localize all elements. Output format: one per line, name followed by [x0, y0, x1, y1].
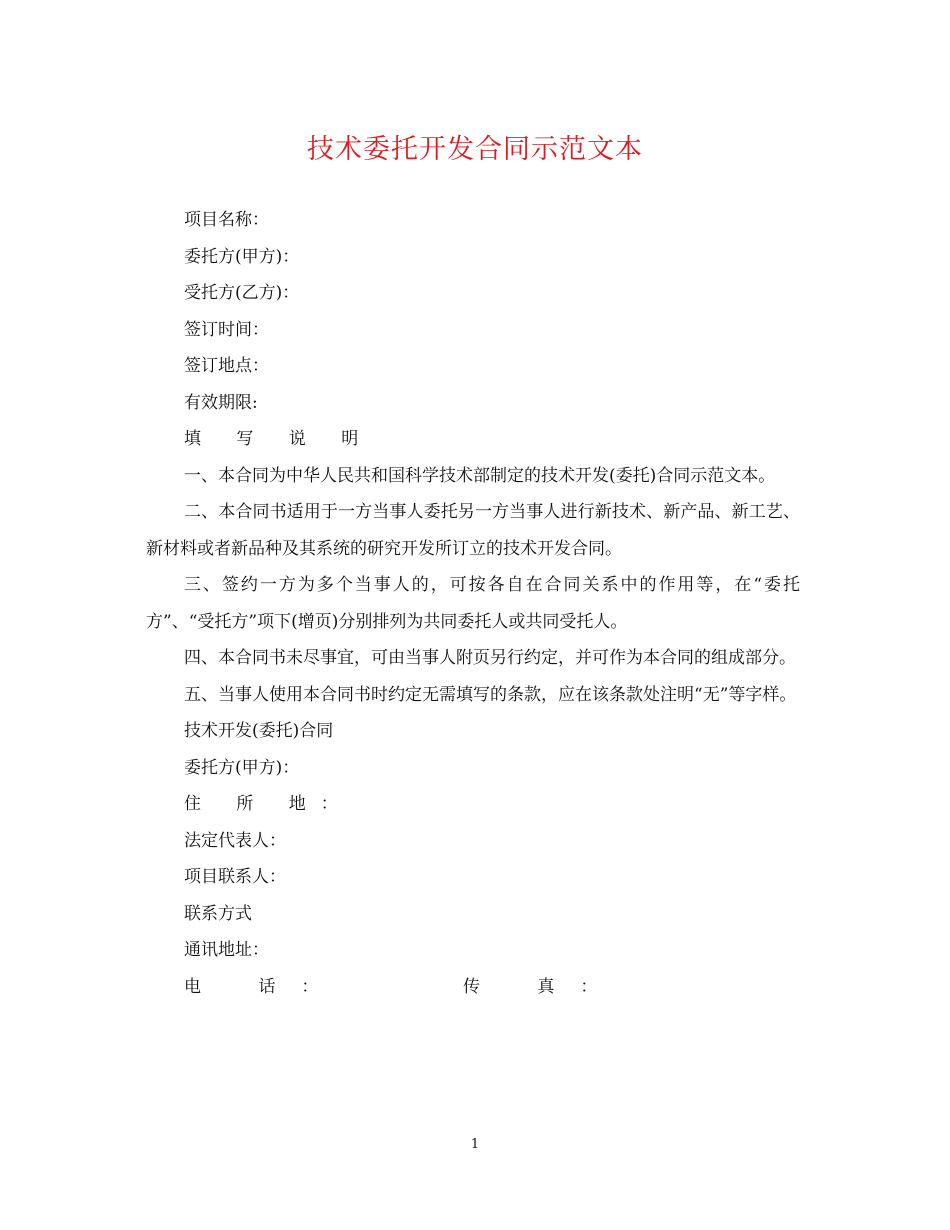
document-body [146, 202, 800, 1005]
field-legal-representative: 法定代表人： [184, 830, 286, 851]
field-party-a: 委托方(甲方)： [184, 757, 300, 778]
field-address: 住 所 地： [184, 794, 353, 814]
field-contact-method: 联系方式 [184, 903, 252, 924]
page-number: 1 [470, 1137, 480, 1152]
instruction-item: 五、当事人使用本合同书时约定无需填写的条款，应在该条款处注明“无”等字样。 [184, 684, 797, 705]
field-fax: 传 真： [463, 976, 624, 997]
field-client-party-a: 委托方(甲方)： [184, 246, 300, 267]
field-signing-time: 签订时间： [184, 319, 269, 340]
instructions-heading: 填 写 说 明 [184, 429, 374, 449]
contract-heading: 技术开发(委托)合同 [184, 721, 334, 741]
phone-fax-row [146, 969, 800, 1006]
field-mail-address: 通讯地址： [184, 940, 269, 960]
instruction-item: 三、签约一方为多个当事人的，可按各自在合同关系中的作用等，在“委托方”、“受托方”项下(增页)分别排列为共同委托人或共同受托人。 [146, 575, 800, 632]
document-title: 技术委托开发合同示范文本 [307, 134, 643, 165]
instruction-item: 二、本合同书适用于一方当事人委托另一方当事人进行新技术、新产品、新工艺、新材料或者新品种及其系统的研究开发所订立的技术开发合同。 [146, 502, 800, 559]
field-project-name: 项目名称： [184, 210, 269, 230]
field-validity-period: 有效期限: [184, 392, 258, 413]
instruction-item: 一、本合同为中华人民共和国科学技术部制定的技术开发(委托)合同示范文本。 [184, 465, 776, 486]
field-phone: 电 话： [184, 976, 345, 997]
field-contractor-party-b: 受托方(乙方)： [184, 283, 300, 303]
field-project-contact: 项目联系人： [184, 867, 286, 887]
field-signing-place: 签订地点： [184, 356, 269, 376]
instruction-item: 四、本合同书未尽事宜，可由当事人附页另行约定，并可作为本合同的组成部分。 [184, 648, 796, 668]
